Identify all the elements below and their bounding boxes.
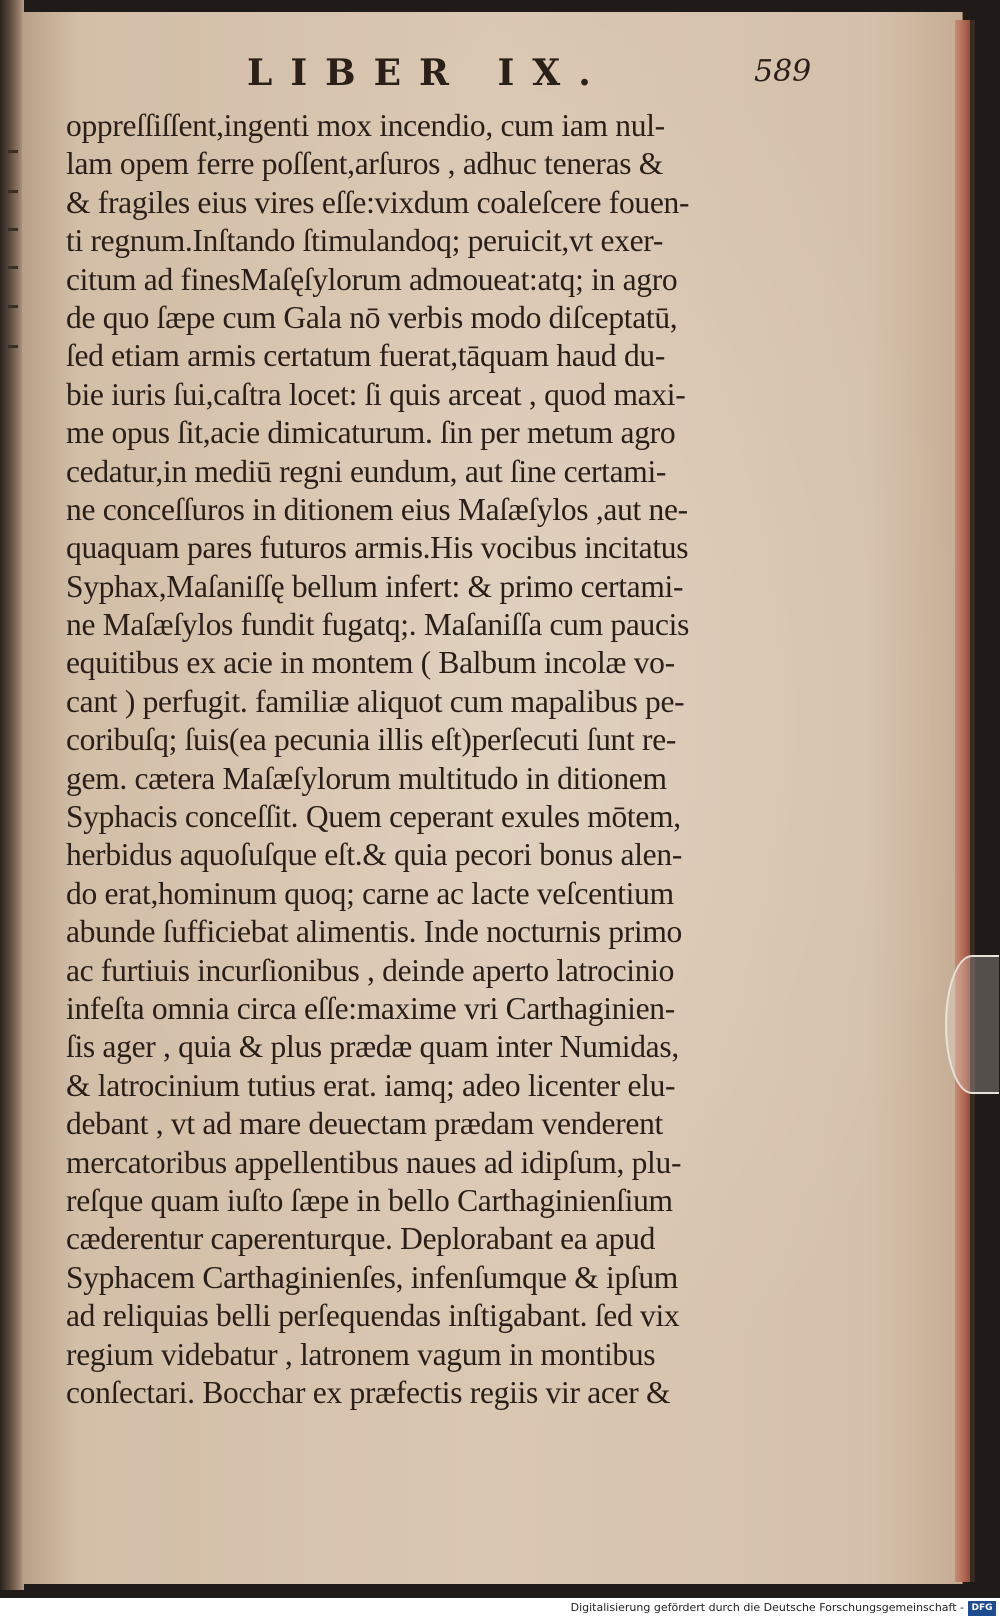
text-line: me opus ſit,acie dimicaturum. ſin per metum agro (66, 415, 676, 451)
page-red-edge (955, 20, 975, 1582)
text-line: Syphax,Maſaniſſę bellum infert: & primo certami- (66, 568, 684, 604)
page-number: 589 (754, 54, 812, 89)
text-line: ne Maſæſylos fundit fugatq;. Maſaniſſa cum paucis (66, 607, 690, 643)
body-text (66, 107, 956, 1412)
binding-mark (8, 150, 18, 153)
text-line: regium videbatur , latronem vagum in montibus (66, 1336, 656, 1372)
text-line: conſectari. Bocchar ex præfectis regiis vir acer & (66, 1374, 671, 1410)
text-line: herbidus aquoſuſque eſt.& quia pecori bonus alen- (66, 837, 683, 873)
text-line: Syphacis conceſſit. Quem ceperant exules mōtem, (66, 799, 681, 835)
text-line: de quo ſæpe cum Gala nō verbis modo diſceptatū, (66, 299, 678, 335)
text-line: Syphacem Carthaginienſes, infenſumque & ipſum (66, 1259, 678, 1295)
text-line: & fragiles eius vires eſſe:vixdum coaleſcere fouen- (66, 184, 690, 220)
funding-credit: Digitalisierung gefördert durch die Deutsche Forschungsgemeinschaft - (570, 1601, 964, 1614)
text-line: infeſta omnia circa eſſe:maxime vri Carthaginien- (66, 990, 675, 1026)
text-line: ac furtiuis incurſionibus , deinde aperto latrocinio (66, 952, 675, 988)
text-line: bie iuris ſui,caſtra locet: ſi quis arceat , quod maxi- (66, 376, 686, 412)
text-line: gem. cætera Maſæſylorum multitudo in ditionem (66, 760, 667, 796)
binding-mark (8, 266, 18, 269)
running-head: LIBER IX. (247, 52, 609, 94)
text-line: debant , vt ad mare deuectam prædam venderent (66, 1106, 663, 1142)
binding-mark (8, 305, 18, 308)
text-line: cant ) perfugit. familiæ aliquot cum mapalibus pe- (66, 683, 685, 719)
binding-mark (8, 228, 18, 231)
text-line: equitibus ex acie in montem ( Balbum incolæ vo- (66, 645, 675, 681)
page-header (22, 52, 962, 100)
text-line: ad reliquias belli perſequendas inſtigabant. ſed vix (66, 1298, 680, 1334)
text-line: & latrocinium tutius erat. iamq; adeo licenter elu- (66, 1067, 676, 1103)
text-line: abunde ſufficiebat alimentis. Inde nocturnis primo (66, 914, 683, 950)
binding-mark (8, 190, 18, 193)
text-line: oppreſſiſſent,ingenti mox incendio, cum iam nul- (66, 108, 665, 143)
text-line: coribuſq; ſuis(ea pecunia illis eſt)perſecuti ſunt re- (66, 722, 677, 758)
page-clip-holder (945, 955, 999, 1094)
text-line: ſis ager , quia & plus prædæ quam inter Numidas, (66, 1029, 679, 1065)
text-line: mercatoribus appellentibus naues ad idipſum, plu- (66, 1144, 682, 1180)
text-line: ti regnum.Inſtando ſtimulandoq; peruicit,vt exer- (66, 223, 664, 259)
binding-mark (8, 345, 18, 348)
dfg-logo: DFG (968, 1601, 996, 1616)
text-line: reſque quam iuſto ſæpe in bello Carthaginienſium (66, 1182, 673, 1218)
text-line: cæderentur caperenturque. Deplorabant ea apud (66, 1221, 656, 1257)
text-line: quaquam pares futuros armis.His vocibus incitatus (66, 530, 689, 566)
text-line: do erat,hominum quoq; carne ac lacte veſcentium (66, 875, 674, 911)
footer-bar (0, 1598, 1000, 1620)
text-line: lam opem ferre poſſent,arſuros , adhuc teneras & (66, 146, 663, 182)
text-line: ne conceſſuros in ditionem eius Maſæſylos ,aut ne- (66, 491, 688, 527)
text-line: cedatur,in mediū regni eundum, aut ſine certami- (66, 453, 667, 489)
book-page (22, 12, 963, 1584)
text-line: citum ad finesMaſęſylorum admoueat:atq; in agro (66, 261, 678, 297)
text-line: ſed etiam armis certatum fuerat,tāquam haud du- (66, 338, 666, 374)
book-binding-edge (0, 0, 24, 1590)
